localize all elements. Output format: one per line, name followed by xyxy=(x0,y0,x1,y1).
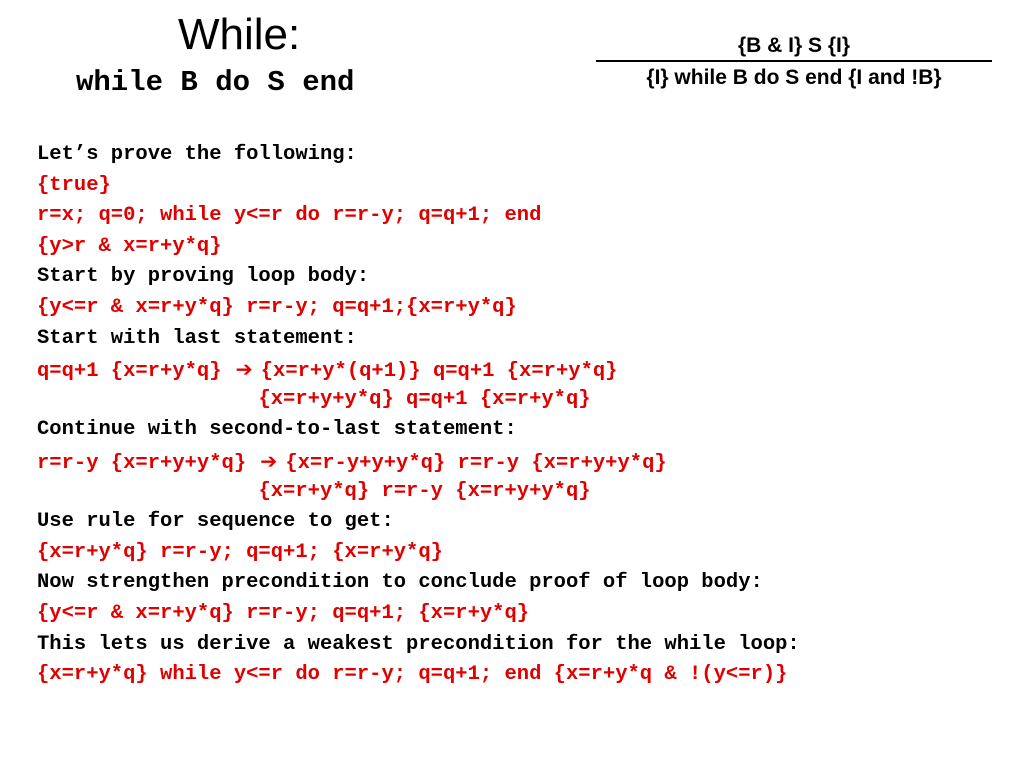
rule-premise: {B & I} S {I} xyxy=(596,34,992,62)
line-text: {y<=r & x=r+y*q} r=r-y; q=q+1; {x=r+y*q} xyxy=(37,601,530,625)
proof-line xyxy=(37,262,800,293)
line-text: {true} xyxy=(37,173,111,197)
line-text: {x=r+y*q} while y<=r do r=r-y; q=q+1; end {x=r+y*q & !(y<=r)} xyxy=(37,663,788,687)
line-text: Now strengthen precondition to conclude proof of loop body: xyxy=(37,571,763,595)
inference-rule xyxy=(596,34,992,90)
proof-line xyxy=(37,385,800,416)
line-text: r=x; q=0; while y<=r do r=r-y; q=q+1; end xyxy=(37,204,542,228)
proof-line xyxy=(37,324,800,355)
line-indent xyxy=(37,480,258,503)
proof-line xyxy=(37,507,800,538)
line-text: {y>r & x=r+y*q} xyxy=(37,234,222,258)
slide-title: While: xyxy=(178,10,301,59)
line-text: Continue with second-to-last statement: xyxy=(37,418,517,442)
line-text: This lets us derive a weakest precondition for the while loop: xyxy=(37,632,800,656)
proof-line xyxy=(37,354,800,385)
right-arrow-icon: ➔ xyxy=(235,357,253,382)
proof-line xyxy=(37,171,800,202)
slide-subtitle: while B do S end xyxy=(76,66,355,99)
line-text: {x=r+y+y*q} q=q+1 {x=r+y*q} xyxy=(258,387,591,411)
line-indent xyxy=(37,388,258,411)
line-text: {y<=r & x=r+y*q} r=r-y; q=q+1;{x=r+y*q} xyxy=(37,295,517,319)
line-text: q=q+1 {x=r+y*q} xyxy=(37,360,222,384)
proof-line xyxy=(37,660,800,691)
proof-line xyxy=(37,201,800,232)
line-text: Start with last statement: xyxy=(37,326,357,350)
rule-conclusion: {I} while B do S end {I and !B} xyxy=(646,66,942,89)
proof-line xyxy=(37,477,800,508)
proof-line xyxy=(37,293,800,324)
proof-line xyxy=(37,446,800,477)
line-text-after-arrow: {x=r-y+y+y*q} r=r-y {x=r+y+y*q} xyxy=(285,451,667,475)
right-arrow-icon: ➔ xyxy=(260,448,278,473)
line-text: r=r-y {x=r+y+y*q} xyxy=(37,451,247,475)
line-text-after-arrow: {x=r+y*(q+1)} q=q+1 {x=r+y*q} xyxy=(260,360,618,384)
proof-line xyxy=(37,599,800,630)
proof-line xyxy=(37,140,800,171)
line-text: {x=r+y*q} r=r-y {x=r+y+y*q} xyxy=(258,479,591,503)
line-text: Start by proving loop body: xyxy=(37,265,370,289)
proof-line xyxy=(37,415,800,446)
line-text: Use rule for sequence to get: xyxy=(37,510,394,534)
line-text: {x=r+y*q} r=r-y; q=q+1; {x=r+y*q} xyxy=(37,540,443,564)
proof-line xyxy=(37,568,800,599)
proof-body xyxy=(37,140,800,691)
proof-line xyxy=(37,538,800,569)
proof-line xyxy=(37,232,800,263)
line-text: Let’s prove the following: xyxy=(37,143,357,166)
proof-line xyxy=(37,630,800,661)
